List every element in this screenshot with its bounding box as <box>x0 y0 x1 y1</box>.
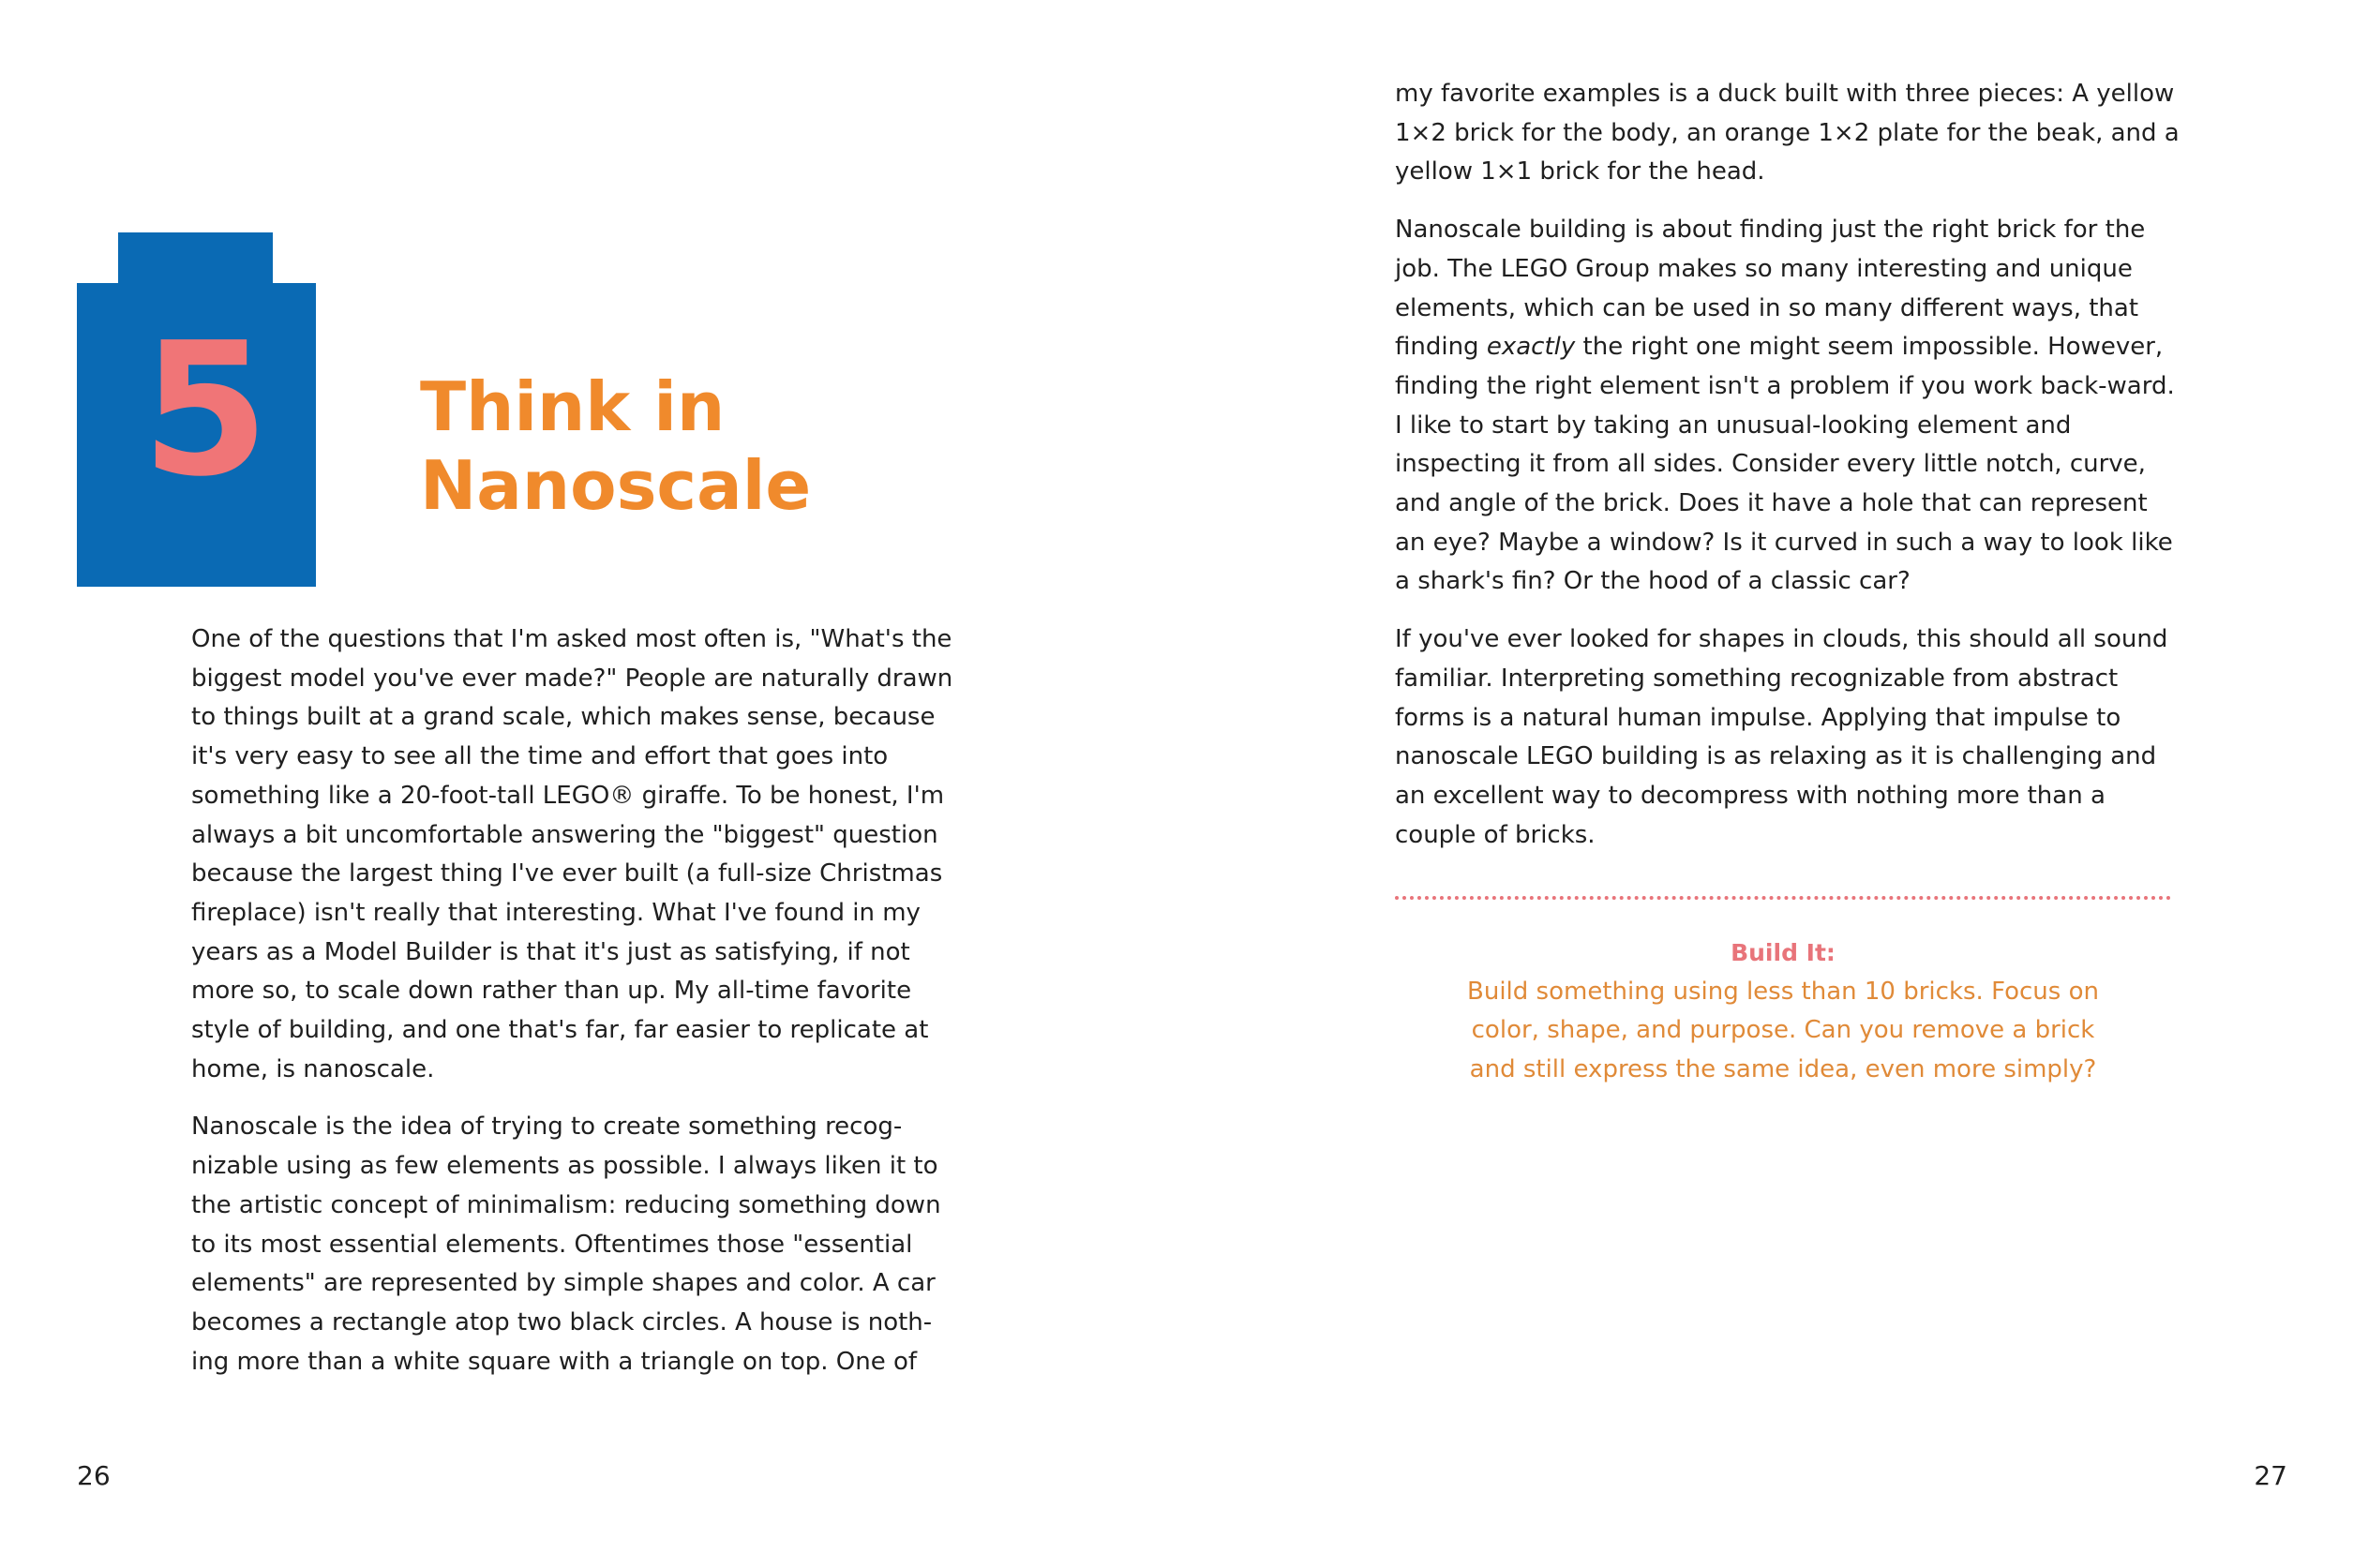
brick-stud <box>118 232 273 285</box>
page-number-right: 27 <box>2254 1460 2287 1491</box>
chapter-number: 5 <box>141 304 270 517</box>
build-it-text: Build something using less than 10 bricks. Focus on color, shape, and purpose. Can you remove a brick and still express the same idea, even more simply? <box>1467 977 2099 1084</box>
right-paragraph-1: my favorite examples is a duck built with three pieces: A yellow 1×2 brick for the body, an orange 1×2 plate for the beak, and a yellow 1×1 brick for the head. <box>1395 80 2180 187</box>
right-paragraph-2-start: Nanoscale building is about finding just the right brick for the job. The LEGO Group makes so many interesting and unique elements, which can be used in so many different ways, that finding <box>1395 216 2146 362</box>
left-paragraph-1: One of the questions that I'm asked most often is, "What's the biggest model you've ever made?" People are naturally drawn to things built at a grand scale, which makes sense, because it's very easy to see all the time and effort that goes into something like a 20-foot-tall LEGO® giraffe. To be honest, I'm always a bit uncomfortable answering the "biggest" question because the largest thing I've ever built (a full-size Christmas fireplace) isn't really that interesting. What I've found in my years as a Model Builder is that it's just as satisfying, if not more so, to scale down rather than up. My all-time favorite style of building, and one that's far, far easier to replicate at home, is nanoscale. <box>191 625 953 1083</box>
dotted-divider <box>1395 896 2171 900</box>
right-paragraph-3: If you've ever looked for shapes in clouds, this should all sound familiar. Interpreting something recognizable from abstract forms is a natural human impulse. Applying that impulse to nanoscale LEGO building is as relaxing as it is challenging and an excellent way to decompress with nothing more than a couple of bricks. <box>1395 625 2168 849</box>
chapter-brick-block <box>77 232 316 587</box>
right-paragraph-2 <box>1395 211 2182 602</box>
emphasis-exactly: exactly <box>1486 333 1576 362</box>
chapter-title-line-1: Think in <box>420 367 726 446</box>
build-it-callout <box>1395 933 2171 1090</box>
chapter-title-line-2: Nanoscale <box>420 446 812 525</box>
page-number-left: 26 <box>77 1460 111 1491</box>
right-page-body <box>1395 75 2182 874</box>
chapter-title <box>420 367 907 525</box>
build-it-label: Build It: <box>1731 939 1836 966</box>
right-paragraph-2-end: the right one might seem impossible. However, finding the right element isn't a problem if you work back-ward. I like to start by taking an unusual-looking element and inspecting it from all sides. Consider every little notch, curve, and angle of the brick. Does it have a hole that can represent an eye? Maybe a window? Is it curved in such a way to look like a shark's fin? Or the hood of a classic car? <box>1395 333 2175 596</box>
left-page-body <box>191 620 969 1400</box>
left-paragraph-2: Nanoscale is the idea of trying to create something recog-nizable using as few elements as possible. I always liken it to the artistic concept of minimalism: reducing something down to its most essential elements. Oftentimes those "essential elements" are represented by simple shapes and color. A car becomes a rectangle atop two black circles. A house is noth-ing more than a white square with a triangle on top. One of <box>191 1113 941 1376</box>
